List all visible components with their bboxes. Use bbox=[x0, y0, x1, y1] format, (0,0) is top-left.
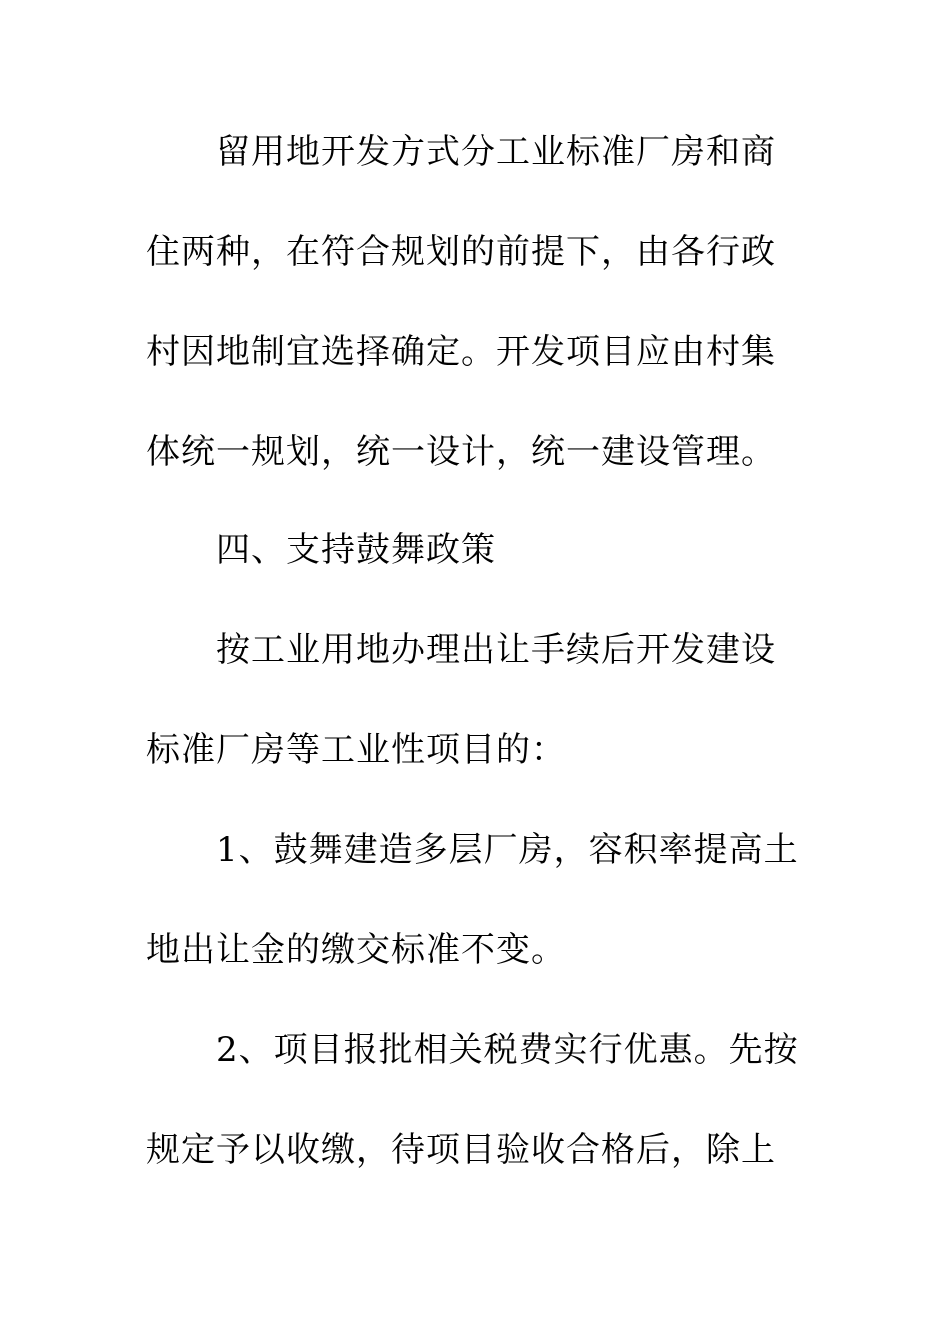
paragraph-line: 标准厂房等工业性项目的： bbox=[146, 730, 566, 770]
section-heading: 四、支持鼓舞政策 bbox=[216, 530, 496, 570]
list-item-line: 地出让金的缴交标准不变。 bbox=[146, 930, 566, 970]
paragraph-line: 留用地开发方式分工业标准厂房和商 bbox=[216, 132, 776, 172]
list-item-line: 1、鼓舞建造多层厂房，容积率提高土 bbox=[216, 830, 799, 870]
paragraph-line: 住两种，在符合规划的前提下，由各行政 bbox=[146, 232, 776, 272]
paragraph-line: 体统一规划，统一设计，统一建设管理。 bbox=[146, 432, 776, 472]
list-item-line: 规定予以收缴，待项目验收合格后，除上 bbox=[146, 1130, 776, 1170]
paragraph-line: 按工业用地办理出让手续后开发建设 bbox=[216, 630, 776, 670]
list-item-line: 2、项目报批相关税费实行优惠。先按 bbox=[216, 1030, 799, 1070]
paragraph-line: 村因地制宜选择确定。开发项目应由村集 bbox=[146, 332, 776, 372]
